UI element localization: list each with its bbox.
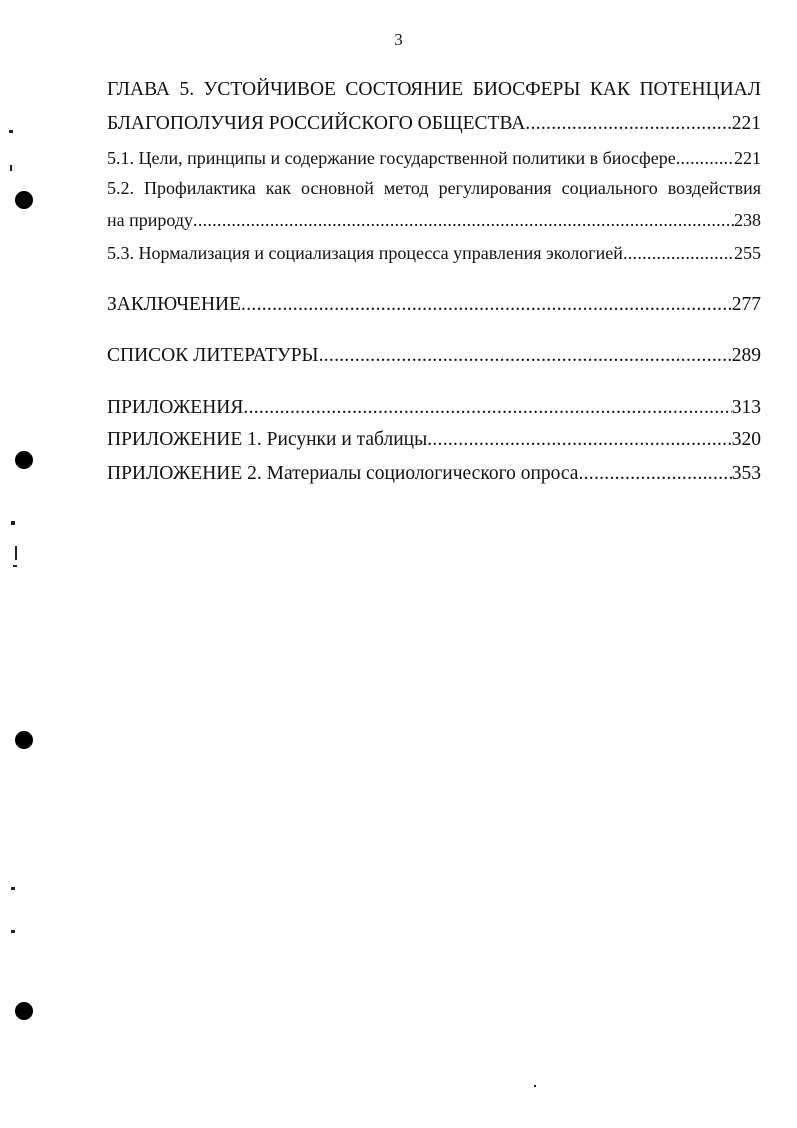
appendices-entry [107,395,761,421]
dot-leader [193,207,734,233]
scan-speck [10,165,12,171]
scan-speck [9,130,13,133]
scan-speck [11,887,15,890]
appendices-title: ПРИЛОЖЕНИЯ [107,397,244,418]
dot-leader [525,111,731,137]
appendix-2-title: ПРИЛОЖЕНИЕ 2. Материалы социологического опроса [107,463,579,484]
binder-hole-mark [15,191,33,209]
scan-speck [11,521,15,525]
section-5-1-entry [107,145,761,171]
scan-speck [11,930,15,933]
conclusion-title: ЗАКЛЮЧЕНИЕ [107,294,242,315]
section-5-1-title: 5.1. Цели, принципы и содержание государственной политики в биосфере [107,148,676,168]
dot-leader [319,343,732,369]
appendix-1-entry [107,427,761,453]
chapter-5-title-line-1: ГЛАВА 5. УСТОЙЧИВОЕ СОСТОЯНИЕ БИОСФЕРЫ КАК ПОТЕНЦИАЛ [107,79,761,100]
references-page: 289 [731,345,761,366]
dot-leader [243,395,731,421]
section-5-1-page: 221 [734,148,761,168]
chapter-5-page: 221 [731,113,761,134]
scan-speck [15,546,17,560]
scan-speck [13,565,17,567]
appendix-2-page: 353 [731,463,761,484]
binder-hole-mark [15,451,33,469]
conclusion-entry [107,292,761,318]
section-5-3-page: 255 [734,243,761,263]
section-5-2-page: 238 [734,210,761,230]
page-number: 3 [394,30,403,49]
appendix-1-title: ПРИЛОЖЕНИЕ 1. Рисунки и таблицы [107,429,428,450]
appendix-1-page: 320 [731,429,761,450]
dot-leader [578,461,731,487]
section-5-3-title: 5.3. Нормализация и социализация процесса управления экологией [107,243,623,263]
references-title: СПИСОК ЛИТЕРАТУРЫ [107,345,319,366]
chapter-5-title-line-2: БЛАГОПОЛУЧИЯ РОССИЙСКОГО ОБЩЕСТВА [107,113,526,134]
dot-leader [241,292,732,318]
scan-speck [534,1085,536,1087]
section-5-2-title-line-1: 5.2. Профилактика как основной метод регулирования социального воздействия [107,178,761,198]
dot-leader [427,427,732,453]
appendix-2-entry [107,461,761,487]
section-5-2-entry [107,207,761,233]
chapter-5-entry [107,111,761,137]
section-5-3-entry [107,240,761,266]
section-5-2-title-line-2: на природу [107,210,194,230]
binder-hole-mark [15,1002,33,1020]
conclusion-page: 277 [731,294,761,315]
appendices-page: 313 [731,397,761,418]
binder-hole-mark [15,731,33,749]
references-entry [107,343,761,369]
dot-leader [676,145,734,171]
dot-leader [623,240,734,266]
